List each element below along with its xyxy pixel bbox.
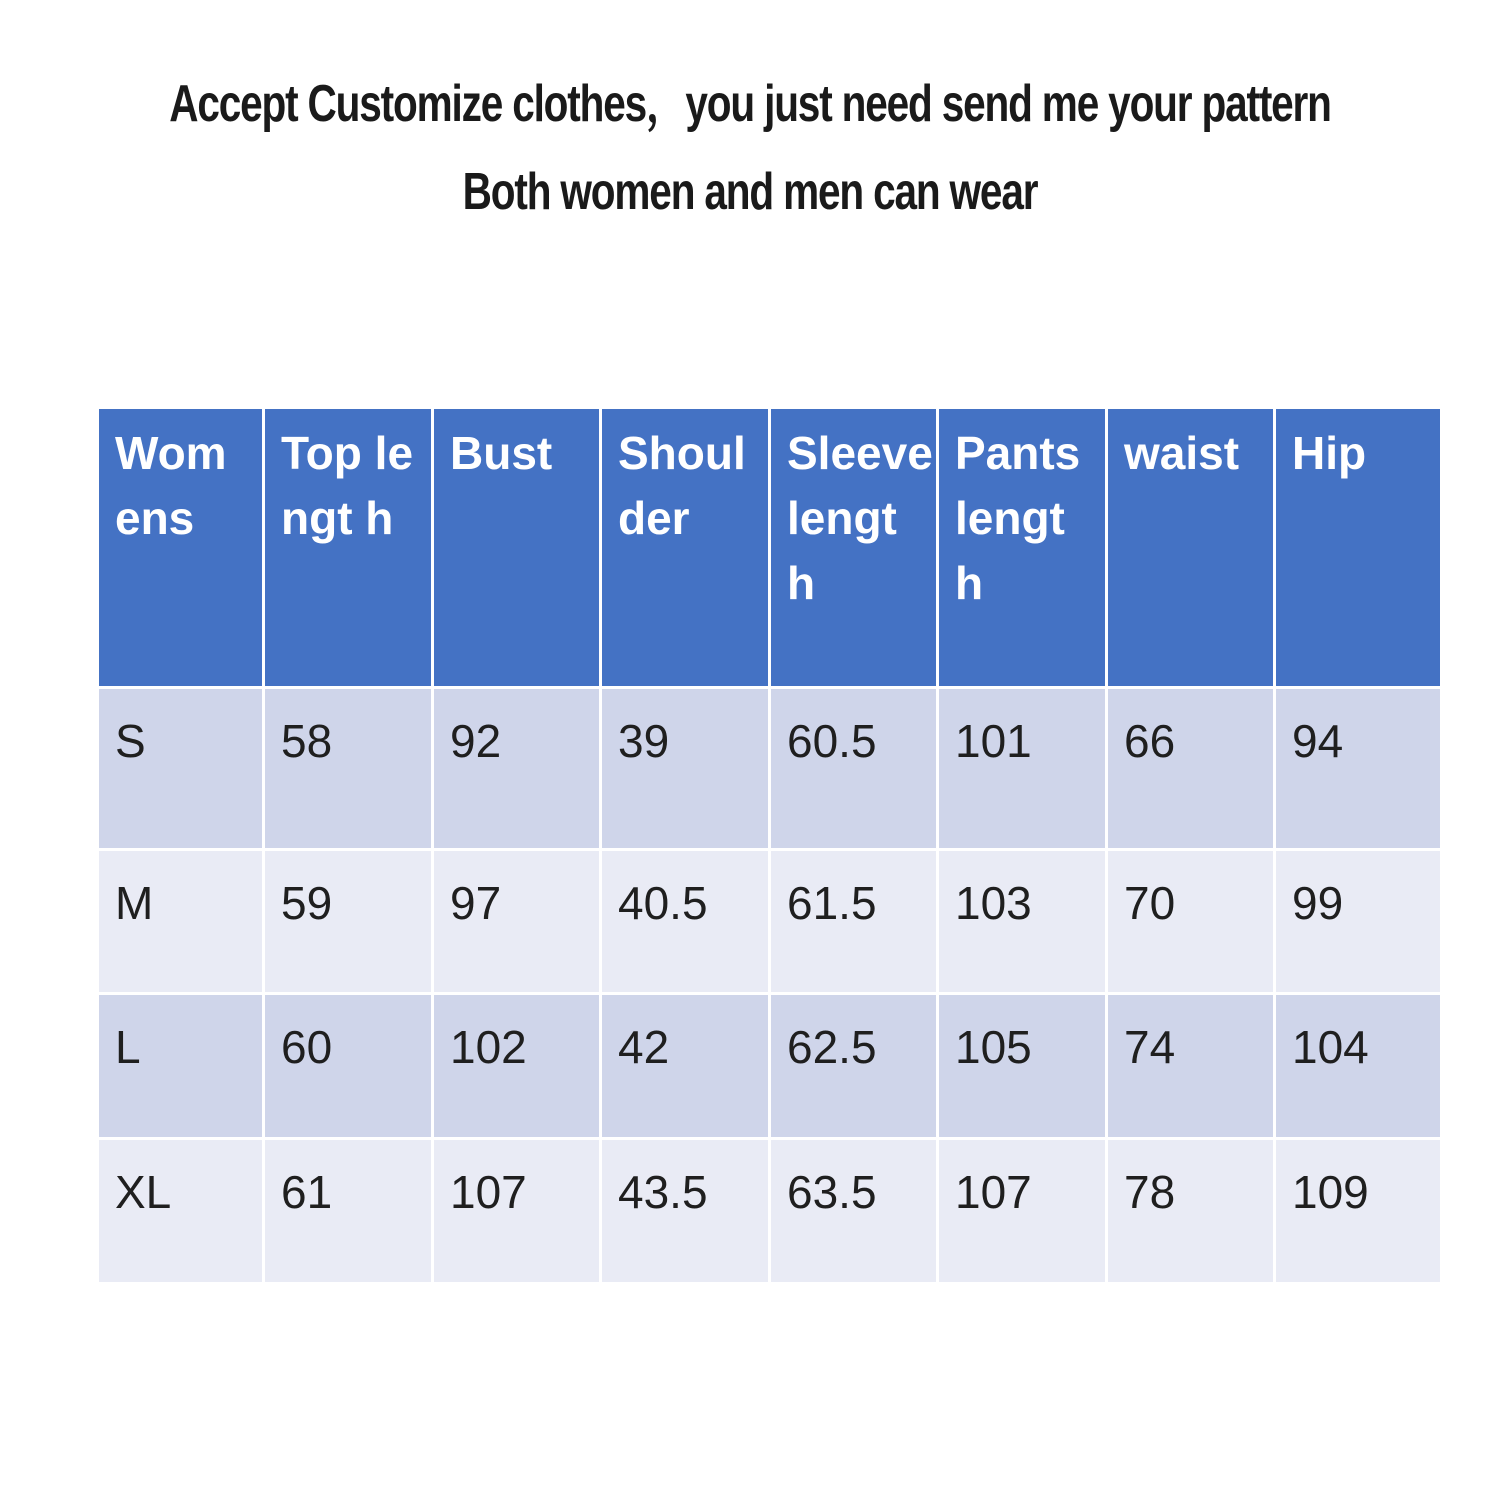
header-bust: Bust bbox=[434, 409, 599, 686]
header-sleeve-length: Sleeve lengt h bbox=[771, 409, 936, 686]
table-cell-bust: 107 bbox=[434, 1140, 599, 1282]
header-size: Wom ens bbox=[99, 409, 262, 686]
table-cell-shoulder: 40.5 bbox=[602, 851, 768, 992]
table-cell-size: L bbox=[99, 995, 262, 1137]
table-cell-bust: 92 bbox=[434, 689, 599, 848]
table-cell-size: S bbox=[99, 689, 262, 848]
table-cell-pants-length: 101 bbox=[939, 689, 1105, 848]
header-hip: Hip bbox=[1276, 409, 1440, 686]
header-shoulder: Shoul der bbox=[602, 409, 768, 686]
header-top-length: Top lengt h bbox=[265, 409, 431, 686]
table-cell-waist: 66 bbox=[1108, 689, 1273, 848]
header-waist: waist bbox=[1108, 409, 1273, 686]
table-cell-top-length: 61 bbox=[265, 1140, 431, 1282]
table-cell-waist: 78 bbox=[1108, 1140, 1273, 1282]
table-cell-hip: 109 bbox=[1276, 1140, 1440, 1282]
table-cell-size: XL bbox=[99, 1140, 262, 1282]
headline-line-2: Both women and men can wear bbox=[462, 163, 1038, 221]
table-cell-sleeve-length: 60.5 bbox=[771, 689, 936, 848]
table-cell-top-length: 59 bbox=[265, 851, 431, 992]
table-cell-waist: 74 bbox=[1108, 995, 1273, 1137]
table-cell-bust: 97 bbox=[434, 851, 599, 992]
table-cell-shoulder: 43.5 bbox=[602, 1140, 768, 1282]
table-cell-pants-length: 107 bbox=[939, 1140, 1105, 1282]
table-cell-pants-length: 103 bbox=[939, 851, 1105, 992]
table-cell-size: M bbox=[99, 851, 262, 992]
table-cell-top-length: 60 bbox=[265, 995, 431, 1137]
headline-line-1: Accept Customize clothes，you just need send me your pattern bbox=[169, 75, 1331, 133]
table-cell-hip: 94 bbox=[1276, 689, 1440, 848]
table-cell-hip: 99 bbox=[1276, 851, 1440, 992]
table-cell-sleeve-length: 62.5 bbox=[771, 995, 936, 1137]
table-cell-shoulder: 39 bbox=[602, 689, 768, 848]
table-cell-bust: 102 bbox=[434, 995, 599, 1137]
table-cell-waist: 70 bbox=[1108, 851, 1273, 992]
table-cell-sleeve-length: 61.5 bbox=[771, 851, 936, 992]
table-cell-pants-length: 105 bbox=[939, 995, 1105, 1137]
table-cell-hip: 104 bbox=[1276, 995, 1440, 1137]
table-cell-shoulder: 42 bbox=[602, 995, 768, 1137]
header-pants-length: Pants lengt h bbox=[939, 409, 1105, 686]
table-cell-top-length: 58 bbox=[265, 689, 431, 848]
table-cell-sleeve-length: 63.5 bbox=[771, 1140, 936, 1282]
size-chart-table bbox=[99, 409, 1419, 1282]
